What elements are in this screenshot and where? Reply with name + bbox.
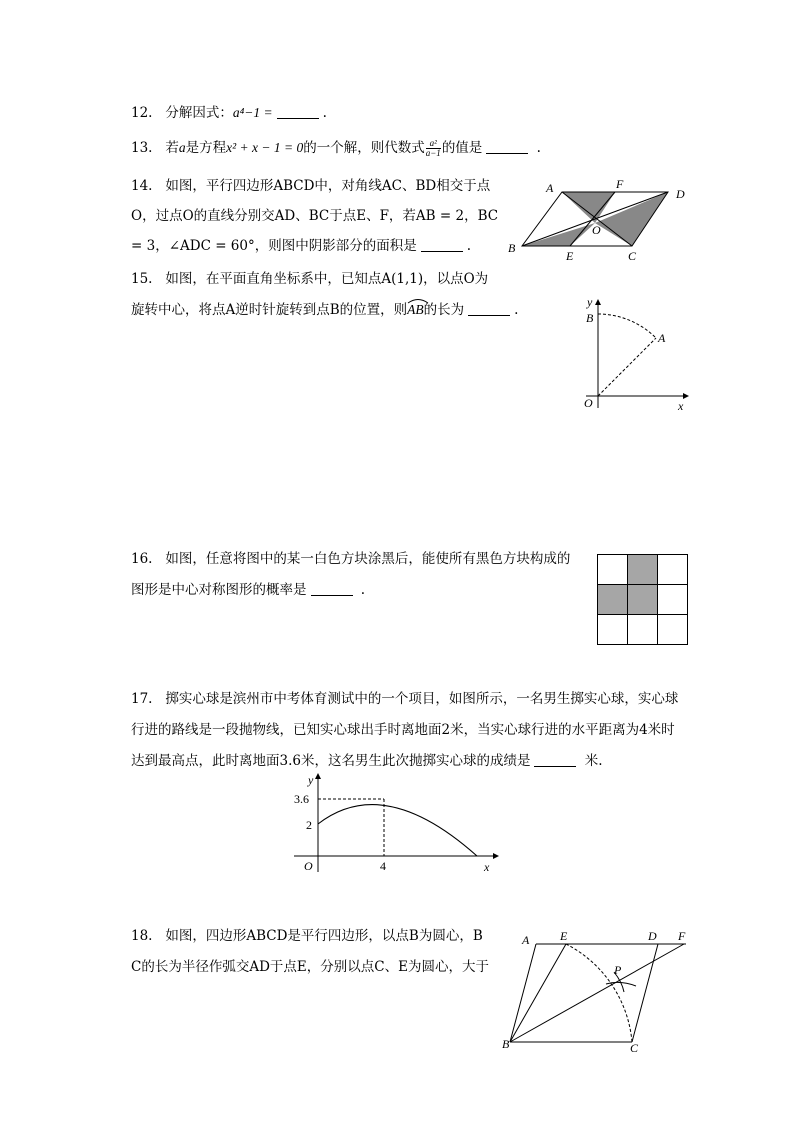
q12-answer-blank[interactable]: [277, 106, 319, 119]
q15-text-2a: 旋转中心，将点A逆时针旋转到点B的位置，则: [131, 302, 408, 318]
q18-parallelogram-figure: [496, 926, 698, 1056]
q15-segment-oa: [598, 338, 656, 396]
q12-line: [131, 104, 327, 122]
q18-label-c: C: [630, 1041, 639, 1055]
q14-number: 14.: [131, 178, 153, 194]
q14-label-o: O: [592, 223, 601, 237]
q17-text-3: 达到最高点，此时离地面3.6米，这名男生此次抛掷实心球的成绩是: [131, 753, 531, 769]
q13-var-a: a: [178, 140, 186, 155]
q17-text-2: 行进的路线是一段抛物线，已知实心球出手时离地面2米，当实心球行进的水平距离为4米时: [131, 722, 675, 738]
q13-answer-blank[interactable]: [486, 141, 528, 154]
q15-line-1: [131, 270, 488, 288]
q12-end: .: [322, 105, 327, 121]
q18-text-2: C的长为半径作弧交AD于点E，分别以点C、E为圆心，大于: [131, 959, 489, 975]
q16-cell-0-0[interactable]: [598, 555, 628, 585]
q14-label-c: C: [628, 249, 637, 263]
q18-label-p: P: [614, 963, 622, 977]
q16-cell-0-1: [628, 555, 658, 585]
q17-line-3: [131, 752, 603, 770]
q14-label-d: D: [676, 187, 685, 201]
q12-number: 12.: [131, 105, 153, 121]
q17-label-2: 2: [306, 818, 312, 832]
q17-text-1: 掷实心球是滨州市中考体育测试中的一个项目，如图所示，一名男生掷实心球，实心球: [165, 691, 679, 707]
q15-number: 15.: [131, 271, 153, 287]
q14-text-1: 如图，平行四边形ABCD中，对角线AC、BD相交于点: [165, 178, 491, 194]
q16-text-2: 图形是中心对称图形的概率是: [131, 582, 307, 598]
q15-arc-ba: [598, 314, 656, 338]
q17-line-1: [131, 690, 678, 708]
q18-line-ab: [510, 944, 536, 1042]
q14-label-f: F: [616, 177, 624, 191]
q16-cell-2-2[interactable]: [658, 615, 688, 645]
q14-label-e: E: [566, 249, 574, 263]
q17-label-3-6: 3.6: [294, 792, 309, 806]
q13-fraction-top: a²: [426, 139, 441, 149]
q14-end: .: [466, 238, 472, 254]
q15-coordinate-figure: [578, 296, 693, 416]
q16-cell-2-0[interactable]: [598, 615, 628, 645]
q13-line: [131, 139, 541, 158]
q15-answer-blank[interactable]: [468, 303, 510, 316]
q14-parallelogram-figure: [500, 178, 700, 262]
q16-line-1: [131, 550, 570, 568]
q18-arc-ce: [566, 944, 632, 1042]
q16-cell-0-2[interactable]: [658, 555, 688, 585]
q14-shaded-left: [522, 223, 595, 246]
q17-label-y: y: [308, 773, 314, 787]
q16-cell-2-1[interactable]: [628, 615, 658, 645]
q13-number: 13.: [131, 140, 153, 156]
q18-text-1: 如图，四边形ABCD是平行四边形，以点B为圆心，B: [165, 928, 483, 944]
q16-line-2: [131, 581, 365, 599]
q18-line-be: [510, 944, 566, 1042]
q15-label-b: B: [586, 311, 594, 325]
q16-cell-1-2[interactable]: [658, 585, 688, 615]
q16-number: 16.: [131, 551, 153, 567]
q16-text-1: 如图，任意将图中的某一白色方块涂黑后，能使所有黑色方块构成的: [165, 551, 571, 567]
q17-line-2: [131, 721, 675, 739]
q14-label-a: A: [546, 181, 554, 195]
q15-label-x: x: [678, 399, 684, 413]
q17-end: 米.: [584, 753, 603, 769]
q18-number: 18.: [131, 928, 153, 944]
q14-text-2: O，过点O的直线分别交AD、BC于点E、F，若AB = 2，BC: [131, 208, 499, 224]
q17-parabola: [318, 805, 477, 856]
q15-label-a: A: [658, 331, 666, 345]
q18-label-f: F: [678, 929, 686, 943]
q13-end: .: [536, 140, 541, 156]
q14-line-2: [131, 207, 498, 225]
q18-label-b: B: [502, 1037, 510, 1051]
q16-end: .: [360, 582, 366, 598]
q15-arc-ab: [407, 301, 424, 319]
q18-label-e: E: [560, 929, 568, 943]
q17-number: 17.: [131, 691, 153, 707]
q18-line-1: [131, 927, 483, 945]
q18-line-cd: [632, 944, 658, 1042]
q13-fraction-bottom: a−1: [425, 148, 441, 158]
q15-text-2b: 的长为: [423, 302, 465, 318]
q17-parabola-figure: [290, 772, 500, 876]
q15-end: .: [514, 302, 519, 318]
q17-label-o: O: [304, 859, 313, 873]
q15-label-o: O: [584, 396, 593, 410]
q17-label-x: x: [484, 860, 490, 874]
q17-answer-blank[interactable]: [534, 754, 576, 767]
q12-expr: a⁴−1 =: [232, 105, 273, 120]
q15-label-y: y: [587, 295, 593, 309]
q15-text-1: 如图，在平面直角坐标系中，已知点A(1,1)，以点O为: [165, 271, 489, 287]
q16-answer-blank[interactable]: [311, 583, 353, 596]
q15-arc-label: AB: [407, 302, 424, 317]
q18-line-bf: [510, 944, 684, 1042]
q14-label-b: B: [508, 241, 516, 255]
q18-label-d: D: [648, 929, 657, 943]
q15-line-2: [131, 301, 518, 319]
q18-line-2: [131, 958, 489, 976]
q13-text-2: 是方程: [185, 140, 227, 156]
q13-text-1: 若: [165, 140, 179, 156]
q13-text-3: 的一个解，则代数式: [303, 140, 425, 156]
q15-arc-mark: [407, 298, 429, 304]
q13-fraction: [426, 139, 441, 158]
q14-line-3: [131, 237, 471, 255]
q17-label-4: 4: [380, 859, 386, 873]
q16-grid-figure: [597, 554, 689, 646]
q18-label-a: A: [522, 933, 530, 947]
q13-text-4: 的值是: [441, 140, 483, 156]
q16-cell-1-0: [598, 585, 628, 615]
q16-cell-1-1: [628, 585, 658, 615]
q14-line-1: [131, 177, 490, 195]
q12-lead: 分解因式：: [165, 105, 233, 121]
q14-text-3: = 3，∠ADC = 60°，则图中阴影部分的面积是: [131, 238, 417, 254]
q13-equation: x² + x − 1 = 0: [226, 140, 304, 155]
q14-answer-blank[interactable]: [421, 239, 463, 252]
